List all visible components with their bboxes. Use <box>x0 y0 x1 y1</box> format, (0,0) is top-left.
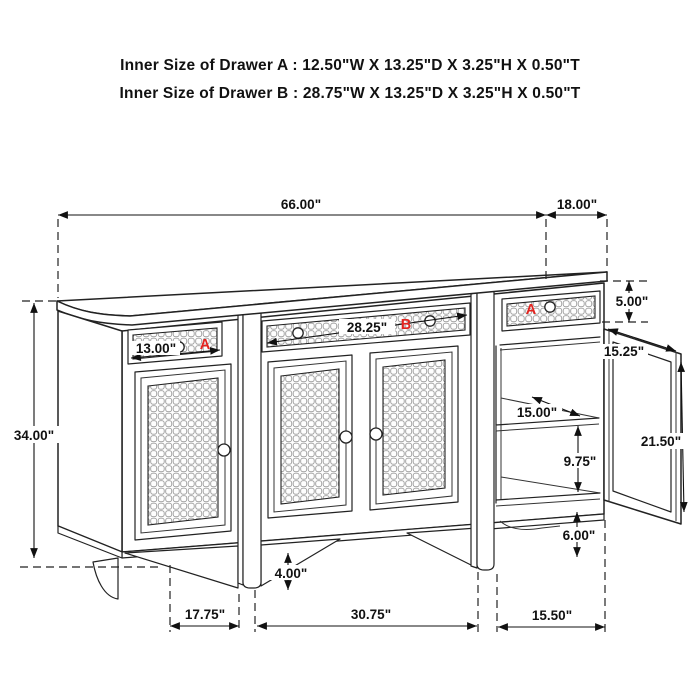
door-middle-right <box>370 346 458 510</box>
left-corner-foot <box>93 558 118 599</box>
leg-bracket-mid-right <box>407 528 477 568</box>
drawer-b-label: B <box>400 317 412 333</box>
dim-section-left: 17.75" <box>184 607 226 622</box>
dim-shelf-gap: 9.75" <box>563 454 597 469</box>
door-knob <box>370 428 382 440</box>
left-side-panel <box>58 311 122 558</box>
divider-post-right <box>471 290 494 570</box>
drawer-a-size-text: Inner Size of Drawer A : 12.50"W X 13.25"D X 3.25"H X 0.50"T <box>120 57 580 74</box>
drawer-knob <box>545 302 555 312</box>
drawer-knob <box>293 328 303 338</box>
door-knob <box>218 444 230 456</box>
door-left <box>135 364 231 540</box>
dim-door-width: 15.25" <box>603 344 645 359</box>
door-middle-left <box>268 355 352 518</box>
drawer-b-size-text: Inner Size of Drawer B : 28.75"W X 13.25"D X 3.25"H X 0.50"T <box>119 85 581 102</box>
dim-overall-height: 34.00" <box>13 428 55 443</box>
dim-door-height: 21.50" <box>640 434 682 449</box>
dim-section-middle: 30.75" <box>350 607 392 622</box>
dim-overall-width: 66.00" <box>280 197 322 212</box>
door-knob <box>340 431 352 443</box>
dim-side-depth: 18.00" <box>556 197 598 212</box>
dim-drawer-a-width: 13.00" <box>135 341 177 356</box>
dim-drawer-front-height: 5.00" <box>615 294 649 309</box>
dim-bottom-height: 6.00" <box>562 528 596 543</box>
drawer-a-right-label: A <box>525 302 537 318</box>
dim-drawer-b-width: 28.25" <box>346 320 388 335</box>
dim-section-right: 15.50" <box>531 608 573 623</box>
dim-leg-height: 4.00" <box>274 566 308 581</box>
drawer-a-label: A <box>199 337 211 353</box>
divider-post-left <box>238 310 261 588</box>
dim-shelf-depth: 15.00" <box>516 405 558 420</box>
